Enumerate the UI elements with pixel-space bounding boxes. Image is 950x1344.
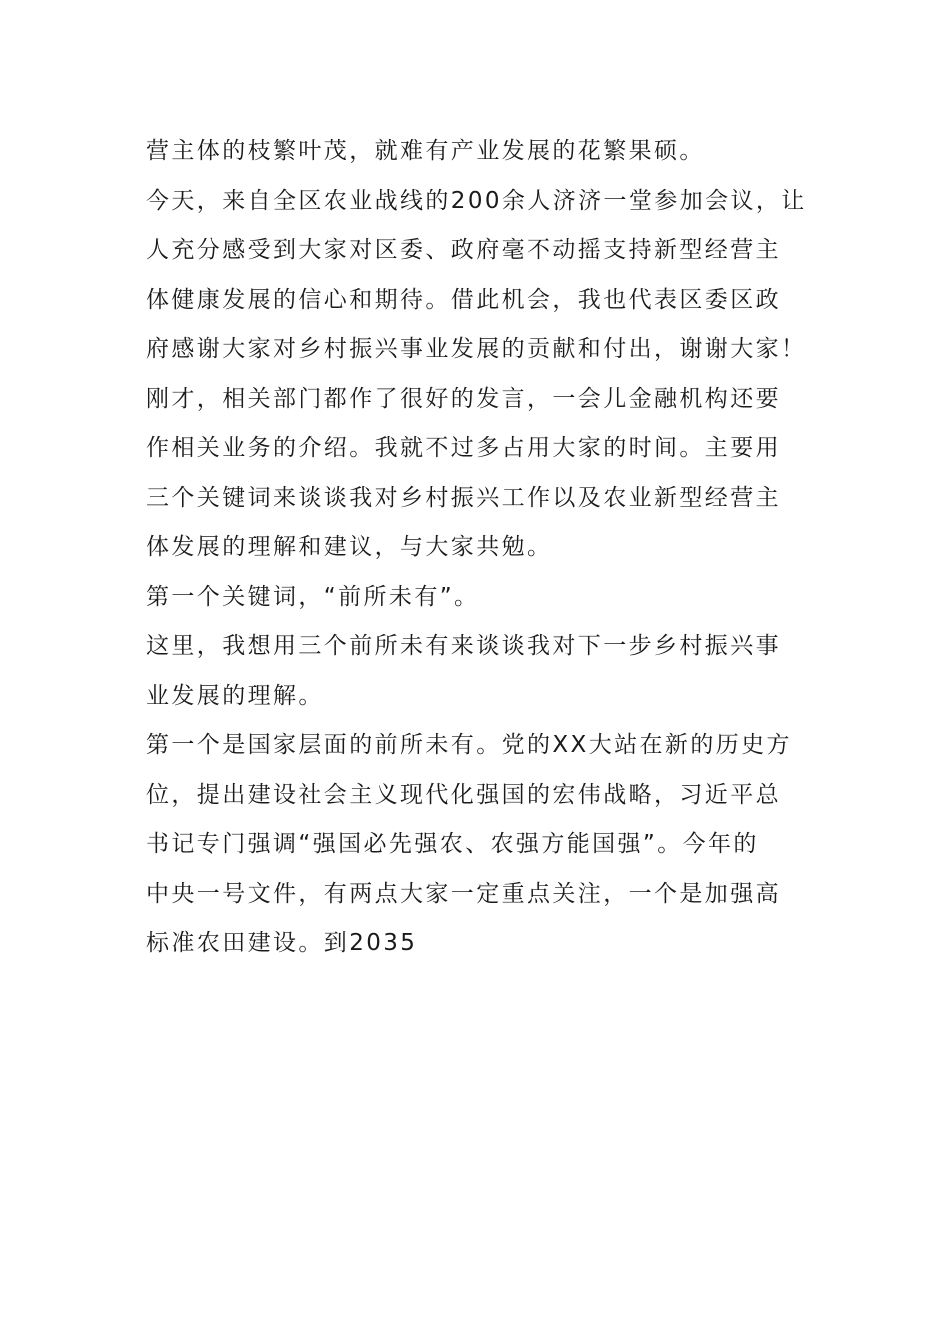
- text-line: 今天，来自全区农业战线的200余人济济一堂参加会议，让: [146, 187, 807, 214]
- text-line: 人充分感受到大家对区委、政府毫不动摇支持新型经营主: [146, 237, 781, 263]
- text-line: 体发展的理解和建议，与大家共勉。: [146, 534, 553, 560]
- text-line: 作相关业务的介绍。我就不过多占用大家的时间。主要用: [146, 435, 781, 461]
- text-line: 三个关键词来谈谈我对乡村振兴工作以及农业新型经营主: [146, 484, 781, 511]
- text-line: 体健康发展的信心和期待。借此机会，我也代表区委区政: [146, 286, 781, 313]
- text-line: 这里，我想用三个前所未有来谈谈我对下一步乡村振兴事: [146, 633, 781, 659]
- text-line: 标准农田建设。到2035: [146, 930, 418, 956]
- text-line: 业发展的理解。: [146, 682, 324, 709]
- text-line: 位，提出建设社会主义现代化强国的宏伟战略，习近平总: [146, 781, 781, 808]
- text-line: 书记专门强调“强国必先强农、农强方能国强”。今年的: [146, 831, 759, 857]
- text-line: 第一个是国家层面的前所未有。党的XX大站在新的历史方: [146, 732, 792, 758]
- text-line: 中央一号文件，有两点大家一定重点关注，一个是加强高: [146, 880, 781, 907]
- text-line: 第一个关键词，“前所未有”。: [146, 583, 480, 610]
- document-body: [146, 127, 806, 969]
- text-line: 营主体的枝繁叶茂，就难有产业发展的花繁果硕。: [146, 138, 705, 164]
- text-line: 府感谢大家对乡村振兴事业发展的贡献和付出，谢谢大家！: [146, 336, 807, 362]
- text-line: 刚才，相关部门都作了很好的发言，一会儿金融机构还要: [146, 385, 781, 412]
